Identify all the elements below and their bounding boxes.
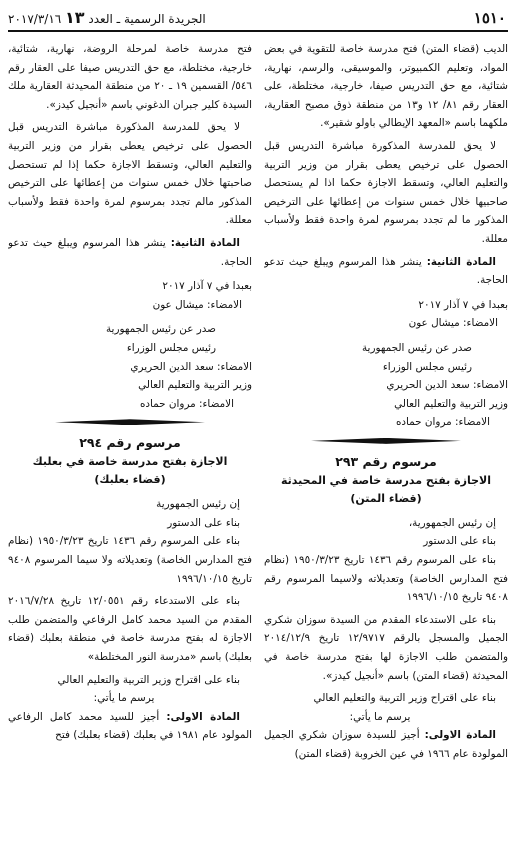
decree-293-legal-basis: بناء على المرسوم رقم ١٤٣٦ تاريخ ١٩٥٠/٣/٢٣ (نظام فتح المدارس الخاصة) وتعديلاته ولاسيما المرسوم رقم ٩٤٠٨ تاريخ ١٩٩٦/١٠/١٥ (264, 554, 508, 604)
pm-signature: الامضاء: سعد الدين الحريري (386, 379, 508, 392)
minister-signature: الامضاء: مروان حماده (139, 397, 234, 410)
decree-294-application: بناء على الاستدعاء رقم ١٢/٠٥٥١ تاريخ ٢٠١٦/٧/٢٨ المقدم من السيد محمد كامل الرفاعي والمتضمن طلب الاجازة له بفتح مدرسة خاصة في منطقة بعلبك (قضاء بعلبك) باسم «مدرسة النور المختلطة» (8, 595, 252, 664)
decree-separator (8, 419, 252, 425)
decree-292-body-paragraph: الديب (قضاء المتن) فتح مدرسة خاصة للتقوية في بعض المواد، وتعليم الكمبيوتر، والموسيقى، والرسم، نهارية، شتائية، مع حق التدريس صيفا، خارجية، مختلطة، على العقار رقم ٨١/ ١٢ و١٣ من منطقة ذوق مصبح العقارية، ملكهما باسم «المعهد الإيطالي باولو شقير». (264, 43, 508, 130)
article-1-text: أجيز للسيدة سوزان شكري الجميل المولودة عام ١٩٦٦ في عين الخروبة (قضاء المتن) (264, 729, 508, 760)
pm-signature: الامضاء: سعد الدين الحريري (130, 360, 252, 373)
decree-294-decrees: يرسم ما يأتي: (93, 692, 155, 705)
issued-by-president: صدر عن رئيس الجمهورية (105, 323, 216, 336)
gazette-title-text: الجريدة الرسمية ـ العدد (88, 12, 206, 26)
president-signature: الامضاء: ميشال عون (408, 317, 498, 330)
separator-diamond (311, 438, 461, 444)
left-column (8, 40, 252, 856)
decree-293-decrees: يرسم ما يأتي: (349, 710, 411, 723)
pm-title: رئيس مجلس الوزراء (382, 360, 472, 373)
decree-293-article-2 (8, 234, 252, 271)
decree-294-constitution: بناء على الدستور (167, 516, 240, 529)
issue-number: ١٣ (65, 8, 85, 27)
minister-signature: الامضاء: مروان حماده (395, 416, 490, 429)
right-column (264, 40, 508, 856)
header-rule (8, 30, 508, 32)
decree-292-condition-paragraph: لا يحق للمدرسة المذكورة مباشرة التدريس قبل الحصول على ترخيص يعطى بقرار من وزير التربية والتعليم العالي، وتسقط الاجازة حكما اذا لم يستحصل صاحبيها خلال خمس سنوات من إعطائها على الترخيص المذكور ما لم تجدد بمرسوم لمرة واحدة فقط ولأسباب معللة. (264, 139, 508, 245)
page-number: ١٥١٠ (473, 9, 506, 27)
article-2-text: ينشر هذا المرسوم ويبلغ حيث تدعو الحاجة. (8, 236, 252, 268)
columns (8, 40, 508, 856)
decree-293-constitution: بناء على الدستور (423, 535, 496, 548)
issued-by-president: صدر عن رئيس الجمهورية (361, 341, 472, 354)
decree-293-proposal: بناء على اقتراح وزير التربية والتعليم العالي (313, 692, 496, 705)
decree-294-preamble: إن رئيس الجمهورية (156, 498, 240, 511)
minister-title: وزير التربية والتعليم العالي (138, 379, 252, 392)
article-1-text: أجيز للسيد محمد كامل الرفاعي المولود عام ١٩٨١ في بعلبك (قضاء بعلبك) فتح (8, 710, 252, 742)
decree-294-article-1 (8, 708, 252, 745)
decree-293-body-paragraph: فتح مدرسة خاصة لمرحلة الروضة، نهارية، شتائية، خارجية، مختلطة، مع حق التدريس صيفا على العقار رقم ٥٤٦/ القسمين ١٩ ـ ٢٠ من منطقة المحيدثة العقارية ملك السيدة كلير جبران الدغوني باسم «أنجيل كيدز». (8, 43, 252, 111)
decree-293-application: بناء على الاستدعاء المقدم من السيدة سوزان شكري الجميل والمسجل بالرقم ١٢/٩٧١٧ تاريخ ٢٠١٤/١٢/٩ والمتضمن طلب الاجازة لها بفتح مدرسة خاصة في المحيدثة (قضاء المتن) باسم «أنجيل كيدز». (264, 613, 508, 682)
page-header (8, 6, 508, 28)
decree-293-subtitle: الاجازة بفتح مدرسة خاصة في المحيدثة (281, 473, 491, 487)
minister-title: وزير التربية والتعليم العالي (394, 397, 508, 410)
article-1-label: المادة الاولى: (424, 729, 496, 742)
decree-293-condition-paragraph: لا يحق للمدرسة المذكورة مباشرة التدريس قبل الحصول على ترخيص يعطى بقرار من وزير التربية والتعليم العالي، وتسقط الاجازة حكما إذا لم تستحصل صاحبتها خلال خمس سنوات من إعطائها على الترخيص المذكور مالم تجدد بمرسوم لمرة واحدة فقط ولأسباب معللة. (8, 121, 252, 227)
signing-date: بعبدا في ٧ آذار ٢٠١٧ (418, 298, 508, 311)
decree-294-title: مرسوم رقم ٢٩٤ (79, 435, 181, 451)
signing-date: بعبدا في ٧ آذار ٢٠١٧ (162, 280, 252, 293)
decree-292-article-2 (264, 253, 508, 290)
article-2-label: المادة الثانية: (170, 236, 240, 249)
decree-294-proposal: بناء على اقتراح وزير التربية والتعليم العالي (57, 673, 240, 686)
president-signature: الامضاء: ميشال عون (152, 298, 242, 311)
decree-294-subtitle: الاجازة بفتح مدرسة خاصة في بعلبك (32, 455, 228, 469)
decree-294-district: (قضاء بعلبك) (94, 473, 166, 487)
decree-293-preamble: إن رئيس الجمهورية، (408, 516, 496, 529)
separator-diamond (55, 419, 205, 425)
gazette-title (8, 10, 206, 27)
decree-293-district: (قضاء المتن) (350, 491, 422, 505)
decree-293-article-1 (264, 726, 508, 763)
article-1-label: المادة الاولى: (166, 710, 240, 723)
article-2-label: المادة الثانية: (426, 255, 496, 268)
issue-date: ٢٠١٧/٣/١٦ (8, 12, 62, 26)
decree-293-title: مرسوم رقم ٢٩٣ (335, 453, 437, 469)
decree-294-legal-basis: بناء على المرسوم رقم ١٤٣٦ تاريخ ١٩٥٠/٣/٢٣ (نظام فتح المدارس الخاصة) وتعديلاته ولا سيما المرسوم ٩٤٠٨ تاريخ ١٩٩٦/١٠/١٥ (8, 535, 252, 585)
article-2-text: ينشر هذا المرسوم ويبلغ حيث تدعو الحاجة. (264, 255, 508, 287)
decree-separator (264, 438, 508, 444)
pm-title: رئيس مجلس الوزراء (126, 341, 216, 354)
